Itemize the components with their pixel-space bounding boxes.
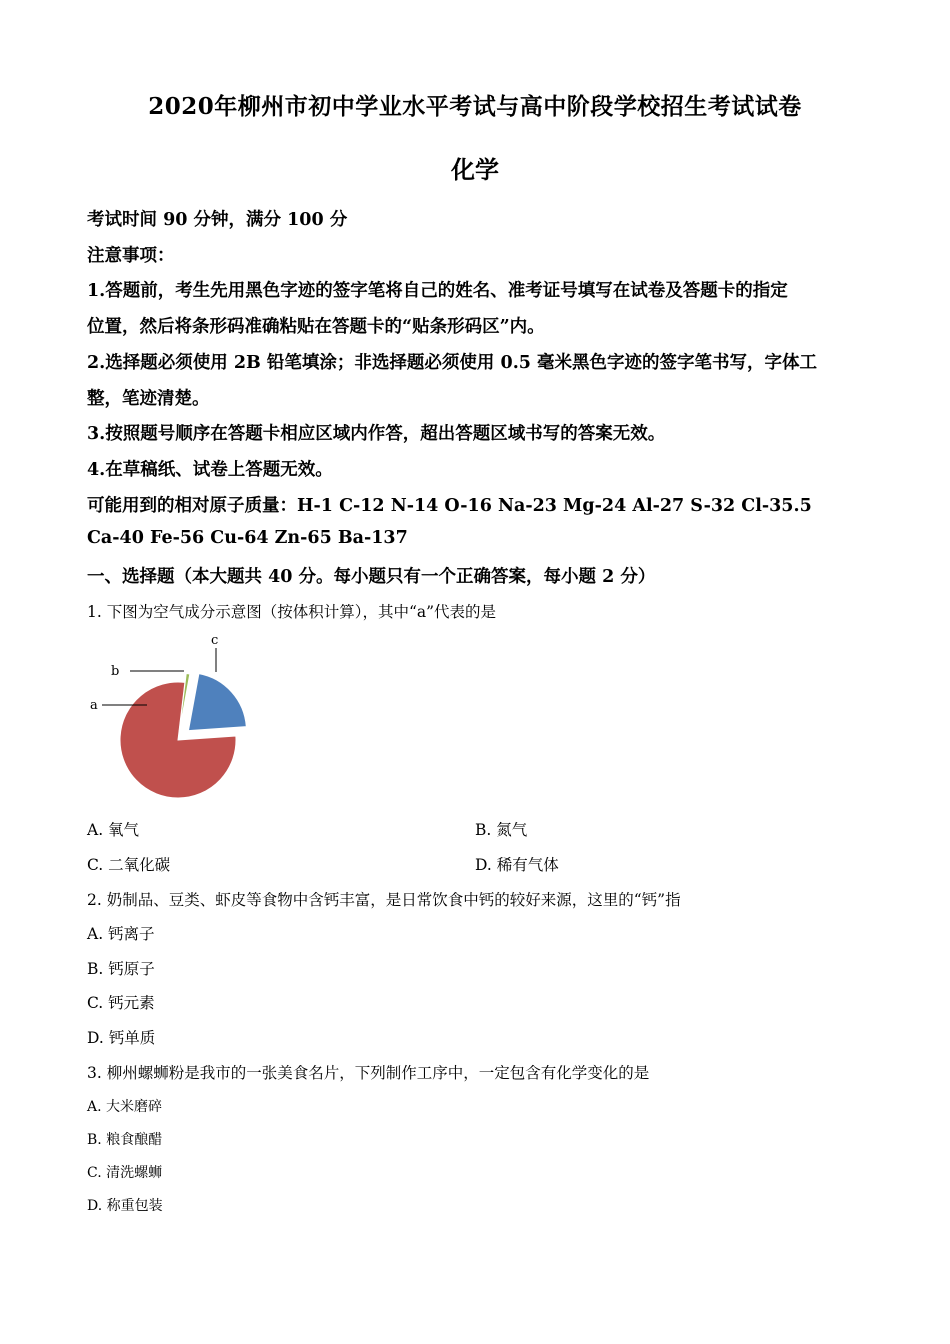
option-d: D. 稀有气体 bbox=[475, 856, 559, 874]
question-stem: 3. 柳州螺蛳粉是我市的一张美食名片，下列制作工序中，一定包含有化学变化的是 bbox=[87, 1064, 650, 1082]
atomic-masses-line: 可能用到的相对原子质量：H-1 C-12 N-14 O-16 Na-23 Mg-24 Al-27 S-32 Cl-35.5 bbox=[87, 496, 812, 516]
option-d: D. 称重包装 bbox=[87, 1198, 163, 1214]
atomic-masses-line: Ca-40 Fe-56 Cu-64 Zn-65 Ba-137 bbox=[87, 528, 408, 548]
pie-label-b: b bbox=[111, 664, 120, 679]
notice-line: 2.选择题必须使用 2B 铅笔填涂；非选择题必须使用 0.5 毫米黑色字迹的签字笔书写，字体工 bbox=[87, 353, 818, 373]
option-b: B. 粮食酿醋 bbox=[87, 1132, 163, 1148]
option-d: D. 钙单质 bbox=[87, 1029, 156, 1047]
section-heading: 一、选择题（本大题共 40 分。每小题只有一个正确答案，每小题 2 分） bbox=[87, 567, 656, 587]
option-a: A. 氧气 bbox=[87, 821, 140, 839]
pie-label-a: a bbox=[90, 698, 98, 713]
notice-line: 整，笔迹清楚。 bbox=[87, 389, 210, 409]
subject-title: 化学 bbox=[451, 155, 499, 184]
pie-slice-c bbox=[188, 674, 246, 731]
pie-label-c: c bbox=[211, 633, 219, 648]
exam-title: 2020年柳州市初中学业水平考试与高中阶段学校招生考试试卷 bbox=[148, 93, 802, 120]
option-c: C. 清洗螺蛳 bbox=[87, 1165, 163, 1181]
notice-line: 位置，然后将条形码准确粘贴在答题卡的“贴条形码区”内。 bbox=[87, 317, 545, 337]
option-a: A. 大米磨碎 bbox=[87, 1099, 163, 1115]
air-composition-pie-chart bbox=[82, 632, 262, 800]
option-b: B. 氮气 bbox=[475, 821, 528, 839]
notice-heading: 注意事项： bbox=[87, 246, 175, 266]
option-b: B. 钙原子 bbox=[87, 960, 155, 978]
option-c: C. 钙元素 bbox=[87, 994, 155, 1012]
notice-line: 4.在草稿纸、试卷上答题无效。 bbox=[87, 460, 333, 480]
question-stem: 2. 奶制品、豆类、虾皮等食物中含钙丰富，是日常饮食中钙的较好来源，这里的“钙”指 bbox=[87, 891, 681, 909]
notice-line: 3.按照题号顺序在答题卡相应区域内作答，超出答题区域书写的答案无效。 bbox=[87, 424, 666, 444]
exam-time: 考试时间 90 分钟，满分 100 分 bbox=[87, 210, 348, 230]
question-stem: 1. 下图为空气成分示意图（按体积计算），其中“a”代表的是 bbox=[87, 603, 497, 621]
option-c: C. 二氧化碳 bbox=[87, 856, 171, 874]
notice-line: 1.答题前，考生先用黑色字迹的签字笔将自己的姓名、准考证号填写在试卷及答题卡的指定 bbox=[87, 281, 788, 301]
option-a: A. 钙离子 bbox=[87, 925, 155, 943]
